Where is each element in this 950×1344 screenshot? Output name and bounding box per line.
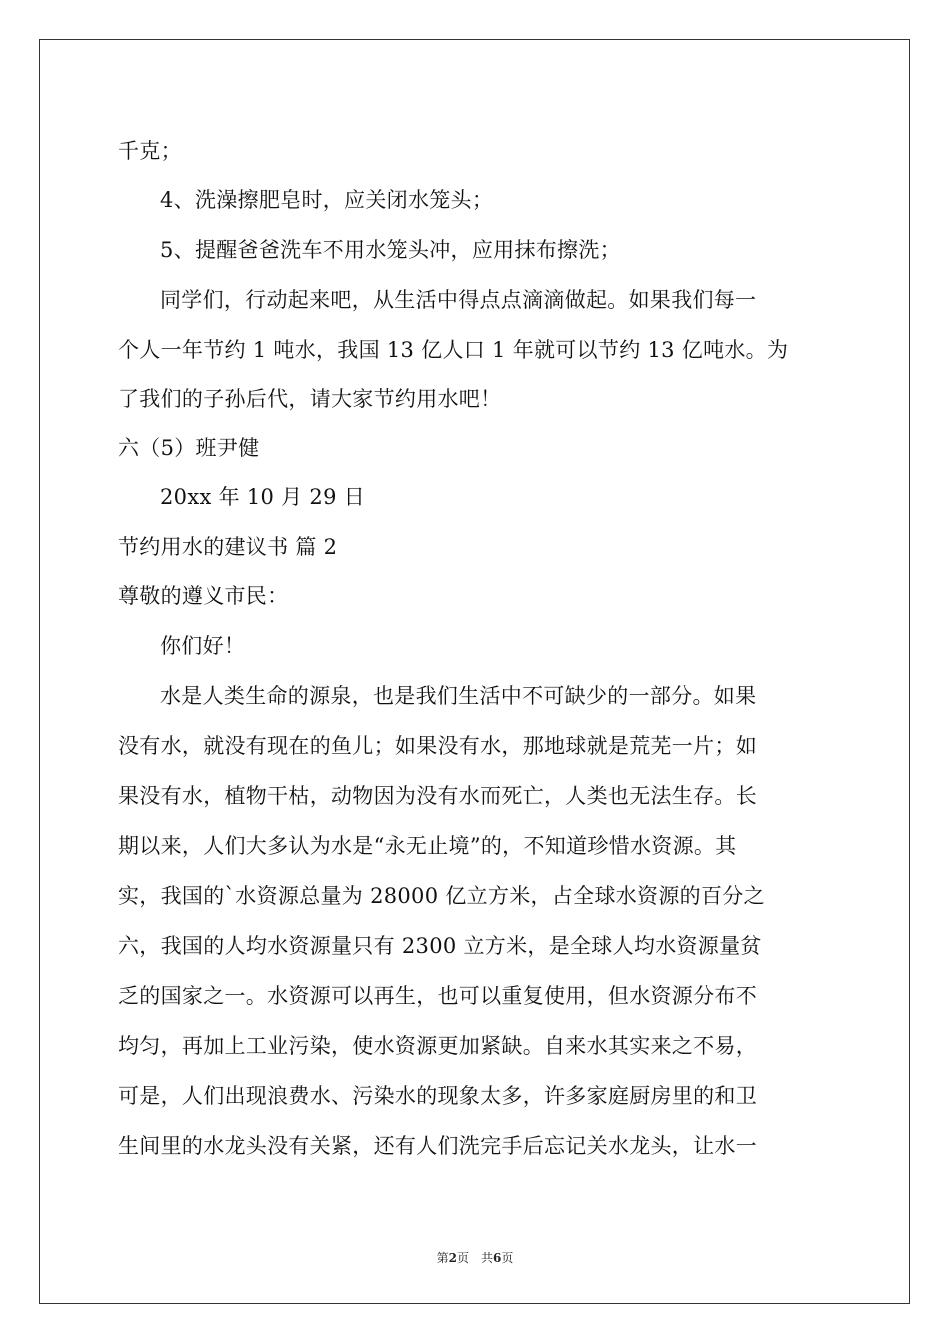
date-line: 20xx 年 10 月 29 日 (160, 485, 366, 509)
text-line: 5、提醒爸爸洗车不用水笼头冲，应用抹布擦洗； (160, 238, 621, 262)
text-line: 乏的国家之一。水资源可以再生，也可以重复使用，但水资源分布不 (118, 984, 757, 1008)
text-line: 同学们，行动起来吧，从生活中得点点滴滴做起。如果我们每一 (160, 288, 757, 312)
text-line: 4、洗澡擦肥皂时，应关闭水笼头； (160, 188, 494, 212)
page-prefix: 第 (436, 1251, 449, 1265)
author-line: 六（5）班尹健 (118, 436, 260, 460)
text-line: 个人一年节约 1 吨水，我国 13 亿人口 1 年就可以节约 13 亿吨水。为 (118, 338, 789, 362)
text-line: 水是人类生命的源泉，也是我们生活中不可缺少的一部分。如果 (160, 684, 757, 708)
page-total: 6 (493, 1251, 502, 1265)
section-title: 节约用水的建议书 篇 2 (118, 535, 338, 559)
greeting: 你们好！ (160, 634, 246, 658)
page-border (39, 39, 910, 1304)
page-mid: 页 共 (456, 1251, 493, 1265)
text-line: 实，我国的`水资源总量为 28000 亿立方米，占全球水资源的百分之 (118, 884, 765, 908)
text-line: 千克； (118, 139, 182, 163)
text-line: 均匀，再加上工业污染，使水资源更加紧缺。自来水其实来之不易， (118, 1034, 757, 1058)
page-current: 2 (448, 1251, 457, 1265)
text-line: 了我们的子孙后代，请大家节约用水吧！ (118, 387, 502, 411)
text-line: 期以来，人们大多认为水是“永无止境”的，不知道珍惜水资源。其 (118, 834, 737, 858)
text-line: 果没有水，植物干枯，动物因为没有水而死亡，人类也无法生存。长 (118, 784, 757, 808)
page-suffix: 页 (501, 1251, 514, 1265)
text-line: 六，我国的人均水资源量只有 2300 立方米，是全球人均水资源量贫 (118, 934, 762, 958)
page-footer (0, 1251, 950, 1265)
text-line: 生间里的水龙头没有关紧，还有人们洗完手后忘记关水龙头，让水一 (118, 1134, 757, 1158)
text-line: 没有水，就没有现在的鱼儿；如果没有水，那地球就是荒芜一片；如 (118, 734, 757, 758)
text-line: 可是，人们出现浪费水、污染水的现象太多，许多家庭厨房里的和卫 (118, 1084, 757, 1108)
salutation: 尊敬的遵义市民： (118, 584, 289, 608)
